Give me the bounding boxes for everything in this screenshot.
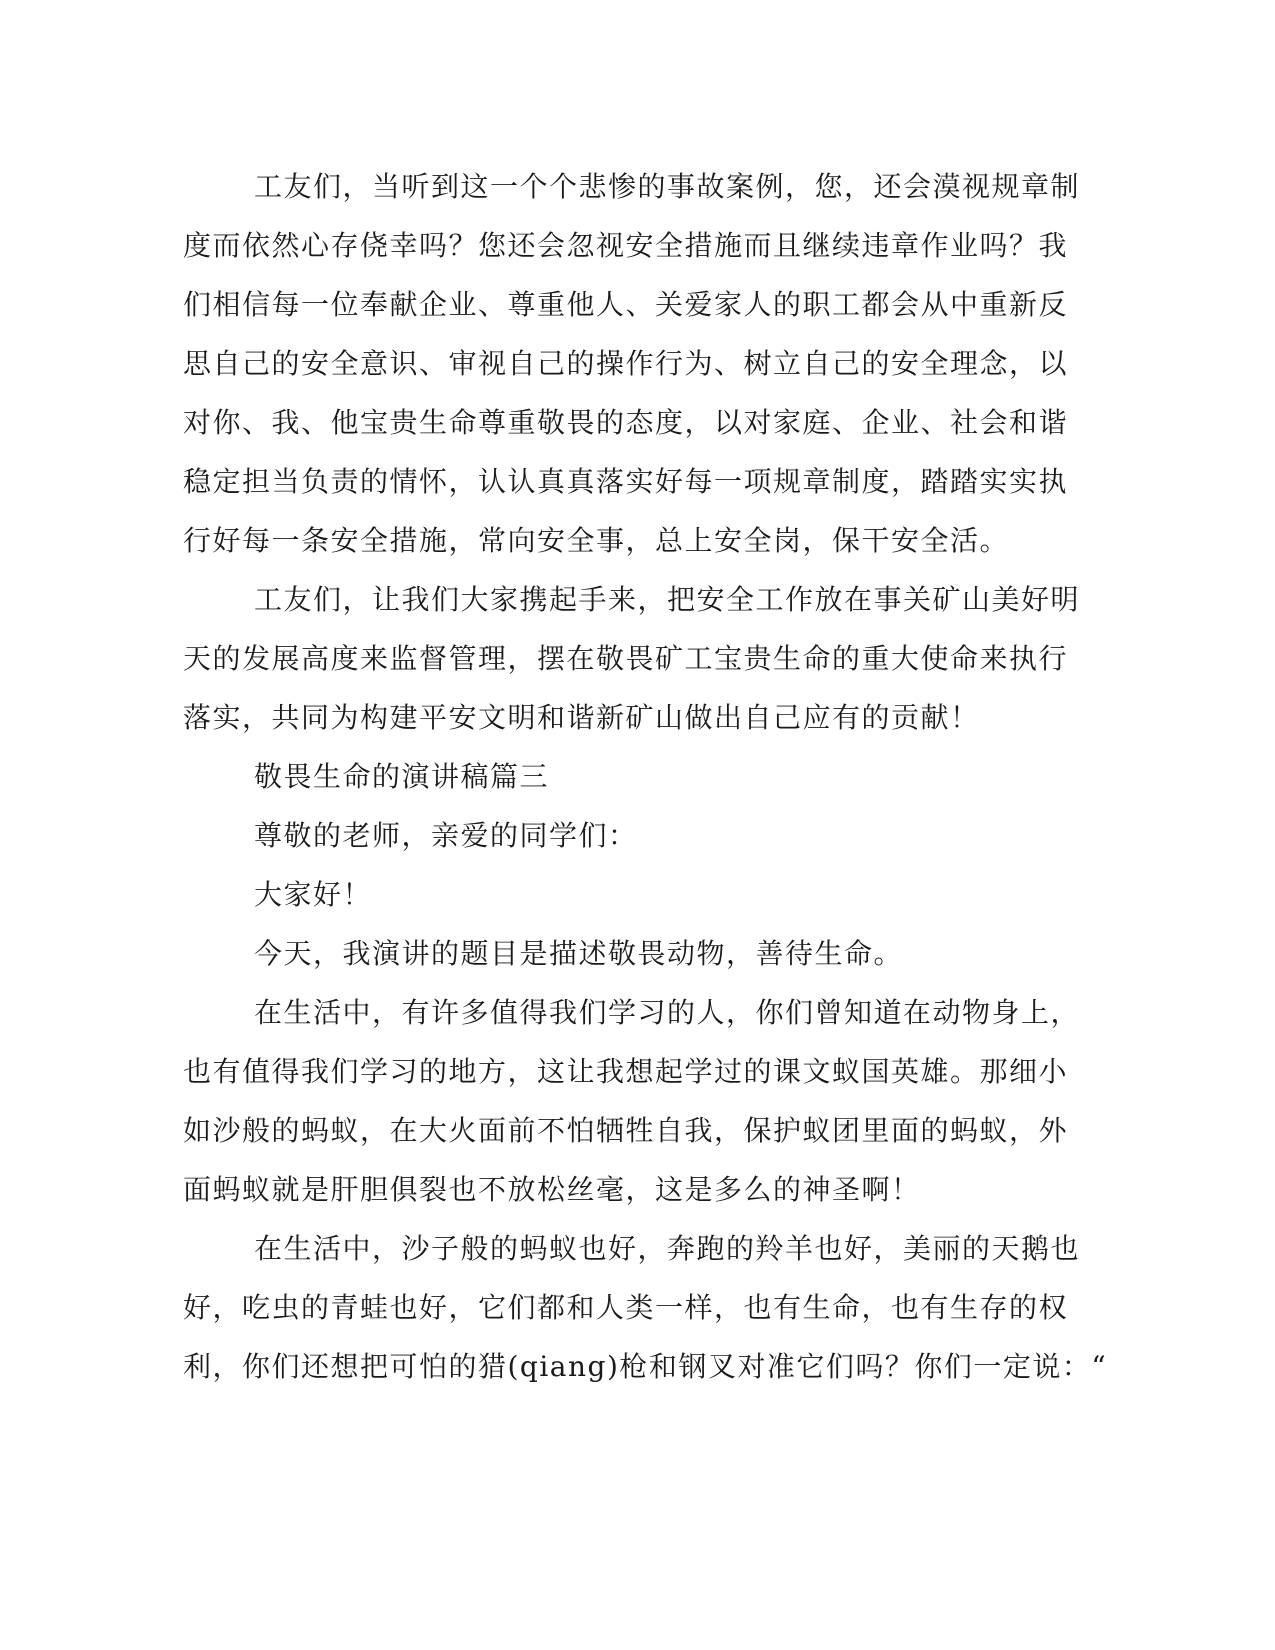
paragraph-line: 也有值得我们学习的地方，这让我想起学过的课文蚁国英雄。那细小 [183,1055,1069,1088]
paragraph-line: 面蚂蚁就是肝胆俱裂也不放松丝毫，这是多么的神圣啊！ [183,1173,921,1206]
paragraph-line: 们相信每一位奉献企业、尊重他人、关爱家人的职工都会从中重新反 [183,288,1069,321]
paragraph-line: 落实，共同为构建平安文明和谐新矿山做出自己应有的贡献！ [183,701,980,734]
paragraph-line: 思自己的安全意识、审视自己的操作行为、树立自己的安全理念，以 [183,347,1069,380]
paragraph-line: 度而依然心存侥幸吗？您还会忽视安全措施而且继续违章作业吗？我 [183,229,1069,262]
document-body [183,157,1108,1396]
paragraph-line: 如沙般的蚂蚁，在大火面前不怕牺牲自我，保护蚁团里面的蚂蚁，外 [183,1114,1069,1147]
paragraph-line: 工友们，让我们大家携起手来，把安全工作放在事关矿山美好明 [254,583,1081,616]
paragraph-line: 在生活中，有许多值得我们学习的人，你们曾知道在动物身上， [254,996,1081,1029]
paragraph-line: 行好每一条安全措施，常向安全事，总上安全岗，保干安全活。 [183,524,1010,557]
paragraph-line: 好，吃虫的青蛙也好，它们都和人类一样，也有生命，也有生存的权 [183,1291,1069,1324]
paragraph-line: 稳定担当负责的情怀，认认真真落实好每一项规章制度，踏踏实实执 [183,465,1069,498]
paragraph-line: 利，你们还想把可怕的猎(qiang)枪和钢叉对准它们吗？你们一定说：“ [183,1350,1108,1383]
section-heading: 敬畏生命的演讲稿篇三 [254,760,550,793]
paragraph-line: 对你、我、他宝贵生命尊重敬畏的态度，以对家庭、企业、社会和谐 [183,406,1069,439]
paragraph-line: 天的发展高度来监督管理，摆在敬畏矿工宝贵生命的重大使命来执行 [183,642,1069,675]
paragraph-line: 今天，我演讲的题目是描述敬畏动物，善待生命。 [254,937,904,970]
salutation: 尊敬的老师，亲爱的同学们： [254,819,638,852]
paragraph-line: 工友们，当听到这一个个悲惨的事故案例，您，还会漠视规章制 [254,170,1081,203]
greeting: 大家好！ [254,878,373,911]
paragraph-line: 在生活中，沙子般的蚂蚁也好，奔跑的羚羊也好，美丽的天鹅也 [254,1232,1081,1265]
